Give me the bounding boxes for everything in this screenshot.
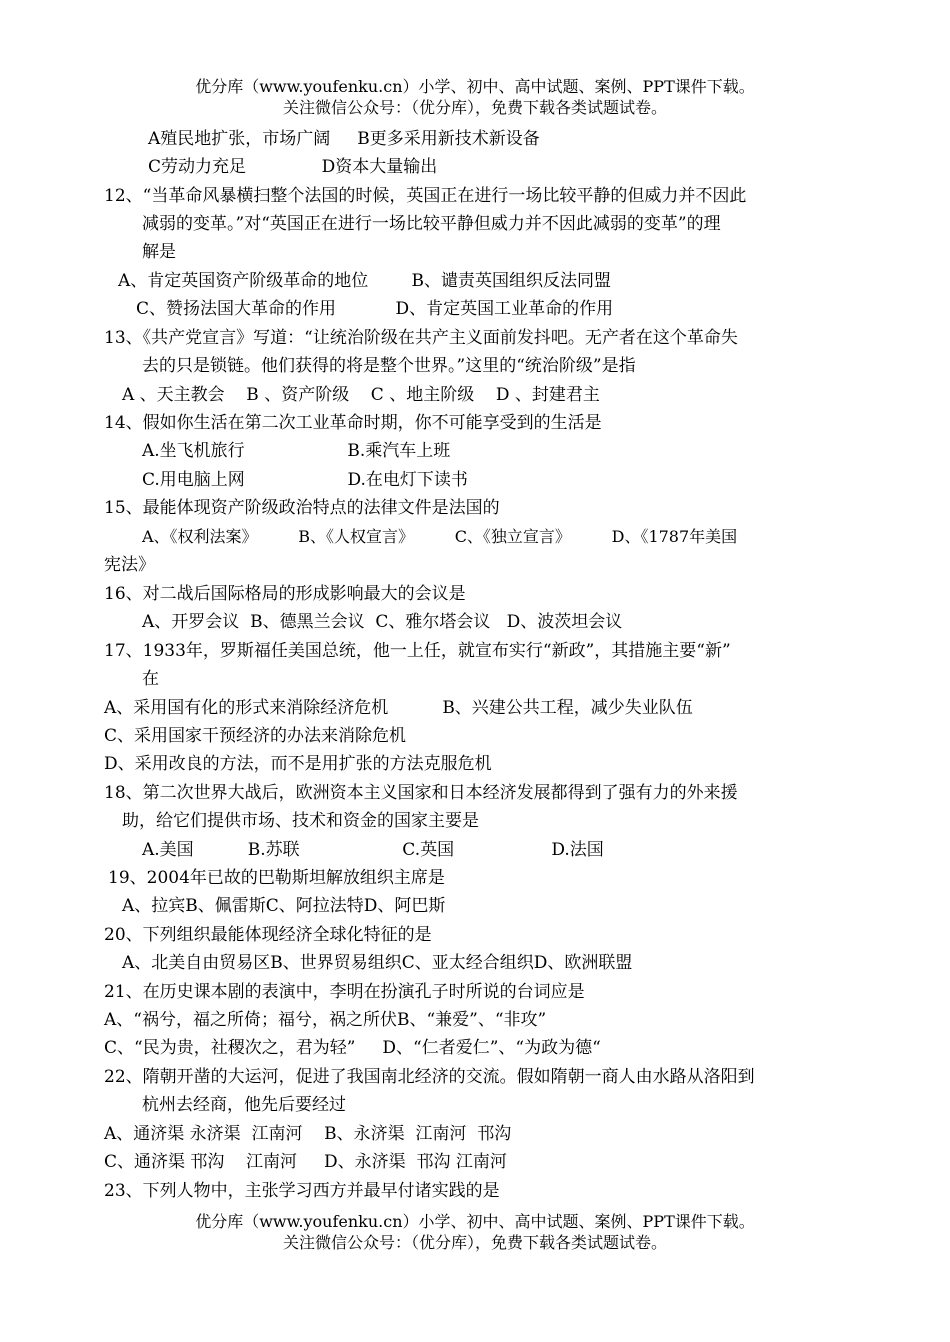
q15-options: A、《权利法案》 B、《人权宣言》 C、《独立宣言》 D、《1787年美国 [142, 527, 738, 546]
q12-stem-line-2: 减弱的变革。”对“英国正在进行一场比较平静但威力并不因此减弱的变革”的理 [142, 214, 721, 234]
q13-stem-line-1: 13、《共产党宣言》写道：“让统治阶级在共产主义面前发抖吧。无产者在这个革命失 [104, 328, 738, 348]
q13-options: A 、天主教会 B 、资产阶级 C 、地主阶级 D 、封建君主 [122, 385, 600, 405]
q18-options: A.美国 B.苏联 C.英国 D.法国 [142, 840, 604, 860]
q12-options-cd: C、赞扬法国大革命的作用 D、肯定英国工业革命的作用 [136, 299, 614, 319]
q16-options: A、开罗会议 B、德黑兰会议 C、雅尔塔会议 D、波茨坦会议 [142, 612, 623, 632]
q11-options-ab: A殖民地扩张，市场广阔 B更多采用新技术新设备 [148, 129, 540, 149]
q18-stem-line-1: 18、第二次世界大战后，欧洲资本主义国家和日本经济发展都得到了强有力的外来援 [104, 783, 738, 803]
q12-stem-line-1: 12、“当革命风暴横扫整个法国的时候，英国正在进行一场比较平静的但威力并不因此 [104, 186, 747, 206]
q15-options-cont: 宪法》 [104, 555, 155, 575]
q17-options-ab: A、采用国有化的形式来消除经济危机 B、兴建公共工程，减少失业队伍 [104, 698, 693, 718]
footer-line-2: 关注微信公众号：（优分库），免费下载各类试题试卷。 [282, 1233, 667, 1252]
q17-option-c: C、采用国家干预经济的办法来消除危机 [104, 726, 407, 746]
q14-options-cd: C.用电脑上网 D.在电灯下读书 [142, 470, 468, 490]
q12-options-ab: A、肯定英国资产阶级革命的地位 B、谴责英国组织反法同盟 [118, 271, 611, 291]
header-line-1: 优分库（www.youfenku.cn）小学、初中、高中试题、案例、PPT课件下载。 [195, 77, 755, 96]
q15-stem: 15、最能体现资产阶级政治特点的法律文件是法国的 [104, 498, 500, 518]
q22-options-cd: C、通济渠 邗沟 江南河 D、永济渠 邗沟 江南河 [104, 1152, 507, 1172]
q19-stem: 19、2004年已故的巴勒斯坦解放组织主席是 [108, 868, 445, 888]
q22-options-ab: A、通济渠 永济渠 江南河 B、永济渠 江南河 邗沟 [104, 1124, 512, 1144]
q14-stem: 14、假如你生活在第二次工业革命时期，你不可能享受到的生活是 [104, 413, 602, 433]
header-line-2: 关注微信公众号：（优分库），免费下载各类试题试卷。 [282, 98, 667, 117]
q19-options: A、拉宾B、佩雷斯C、阿拉法特D、阿巴斯 [122, 896, 446, 916]
q11-options-cd: C劳动力充足 D资本大量输出 [148, 157, 438, 177]
q14-options-ab: A.坐飞机旅行 B.乘汽车上班 [142, 441, 451, 461]
q20-options: A、北美自由贸易区B、世界贸易组织C、亚太经合组织D、欧洲联盟 [122, 953, 633, 973]
q12-stem-line-3: 解是 [142, 242, 176, 262]
q22-stem-line-1: 22、隋朝开凿的大运河，促进了我国南北经济的交流。假如隋朝一商人由水路从洛阳到 [104, 1067, 755, 1087]
q17-stem-line-2: 在 [142, 669, 159, 689]
q13-stem-line-2: 去的只是锁链。他们获得的将是整个世界。”这里的“统治阶级”是指 [142, 356, 636, 376]
q18-stem-line-2: 助，给它们提供市场、技术和资金的国家主要是 [122, 811, 479, 831]
q17-option-d: D、采用改良的方法，而不是用扩张的方法克服危机 [104, 754, 492, 774]
q23-stem: 23、下列人物中，主张学习西方并最早付诸实践的是 [104, 1181, 500, 1201]
q21-options-ab: A、“祸兮，福之所倚；福兮，祸之所伏B、“兼爱”、“非攻” [104, 1010, 547, 1030]
q21-options-cd: C、“民为贵，社稷次之，君为轻” D、“仁者爱仁”、“为政为德“ [104, 1038, 601, 1058]
q20-stem: 20、下列组织最能体现经济全球化特征的是 [104, 925, 432, 945]
footer-line-1: 优分库（www.youfenku.cn）小学、初中、高中试题、案例、PPT课件下载。 [195, 1212, 755, 1231]
q22-stem-line-2: 杭州去经商，他先后要经过 [142, 1095, 346, 1115]
q16-stem: 16、对二战后国际格局的形成影响最大的会议是 [104, 584, 466, 604]
q21-stem: 21、在历史课本剧的表演中，李明在扮演孔子时所说的台词应是 [104, 982, 585, 1002]
q17-stem-line-1: 17、1933年，罗斯福任美国总统，他一上任，就宣布实行“新政”，其措施主要“新” [104, 641, 731, 661]
